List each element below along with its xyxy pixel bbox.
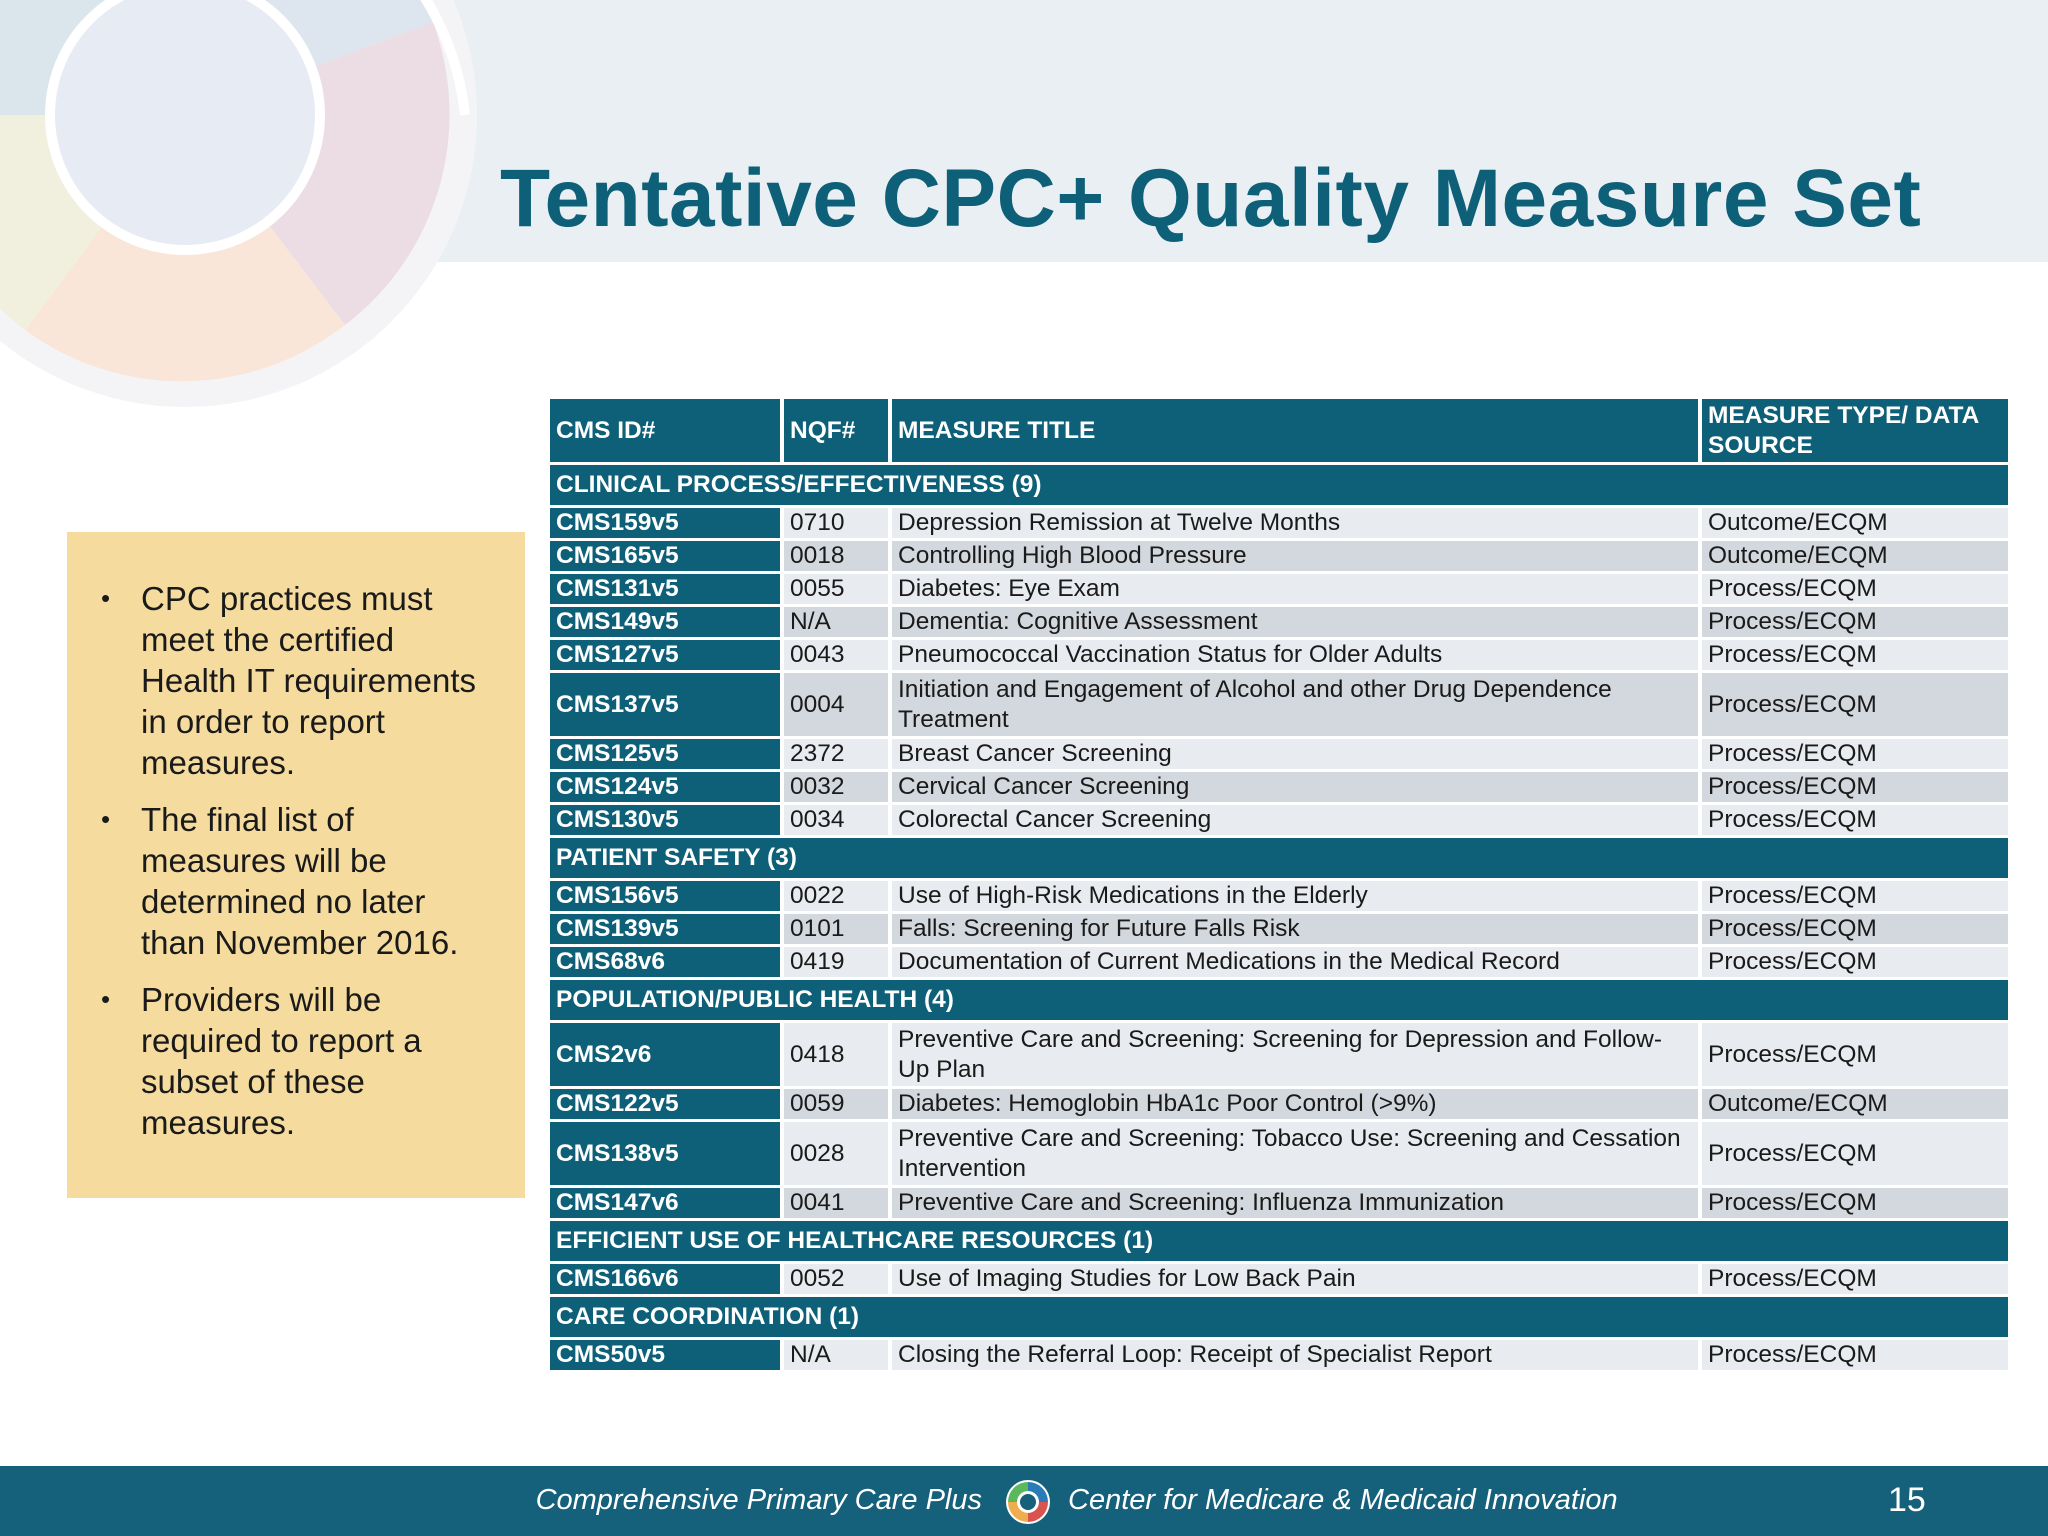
nqf-cell: N/A xyxy=(784,607,892,637)
measure-title-cell: Colorectal Cancer Screening xyxy=(892,805,1702,835)
nqf-cell: 0028 xyxy=(784,1122,892,1185)
nqf-cell: 0034 xyxy=(784,805,892,835)
bullet-item xyxy=(91,578,495,783)
category-label: POPULATION/PUBLIC HEALTH (4) xyxy=(550,980,2008,1020)
table-row xyxy=(550,739,2008,769)
measure-type-cell: Process/ECQM xyxy=(1702,772,2008,802)
table-row xyxy=(550,607,2008,637)
table-body xyxy=(550,465,2008,1370)
cms-id-cell: CMS137v5 xyxy=(550,673,784,736)
cms-id-cell: CMS131v5 xyxy=(550,574,784,604)
measure-title-cell: Pneumococcal Vaccination Status for Older Adults xyxy=(892,640,1702,670)
measure-title-cell: Preventive Care and Screening: Screening for Depression and Follow-Up Plan xyxy=(892,1023,1702,1086)
table-row xyxy=(550,914,2008,944)
bullet-text: The final list of measures will be determined no later than November 2016. xyxy=(141,801,459,961)
nqf-cell: 0101 xyxy=(784,914,892,944)
measure-title-cell: Diabetes: Eye Exam xyxy=(892,574,1702,604)
measure-type-cell: Process/ECQM xyxy=(1702,881,2008,911)
nqf-cell: 0018 xyxy=(784,541,892,571)
measure-title-cell: Preventive Care and Screening: Tobacco Use: Screening and Cessation Intervention xyxy=(892,1122,1702,1185)
table-row xyxy=(550,640,2008,670)
cms-id-cell: CMS124v5 xyxy=(550,772,784,802)
nqf-cell: 0419 xyxy=(784,947,892,977)
cms-id-cell: CMS127v5 xyxy=(550,640,784,670)
bullet-icon: • xyxy=(101,804,111,834)
measure-type-cell: Process/ECQM xyxy=(1702,914,2008,944)
nqf-cell: 0059 xyxy=(784,1089,892,1119)
cms-id-cell: CMS68v6 xyxy=(550,947,784,977)
measure-title-cell: Controlling High Blood Pressure xyxy=(892,541,1702,571)
table-row xyxy=(550,881,2008,911)
table-row xyxy=(550,1264,2008,1294)
measure-title-cell: Use of Imaging Studies for Low Back Pain xyxy=(892,1264,1702,1294)
measure-type-cell: Process/ECQM xyxy=(1702,1340,2008,1370)
bullet-text: Providers will be required to report a subset of these measures. xyxy=(141,981,422,1141)
cms-id-cell: CMS2v6 xyxy=(550,1023,784,1086)
nqf-cell: 0055 xyxy=(784,574,892,604)
cms-id-cell: CMS125v5 xyxy=(550,739,784,769)
cmmi-logo-icon xyxy=(1004,1478,1052,1526)
cms-id-cell: CMS166v6 xyxy=(550,1264,784,1294)
category-label: CARE COORDINATION (1) xyxy=(550,1297,2008,1337)
table-row xyxy=(550,1122,2008,1185)
cms-id-cell: CMS139v5 xyxy=(550,914,784,944)
nqf-cell: 0052 xyxy=(784,1264,892,1294)
table-row xyxy=(550,673,2008,736)
notes-box xyxy=(67,532,525,1198)
header-measure-type: MEASURE TYPE/ DATA SOURCE xyxy=(1702,399,2008,462)
category-row xyxy=(550,1297,2008,1337)
bullet-icon: • xyxy=(101,984,111,1014)
measure-title-cell: Depression Remission at Twelve Months xyxy=(892,508,1702,538)
measure-title-cell: Falls: Screening for Future Falls Risk xyxy=(892,914,1702,944)
measure-type-cell: Process/ECQM xyxy=(1702,1023,2008,1086)
cms-id-cell: CMS149v5 xyxy=(550,607,784,637)
category-label: PATIENT SAFETY (3) xyxy=(550,838,2008,878)
nqf-cell: 0710 xyxy=(784,508,892,538)
cms-id-cell: CMS50v5 xyxy=(550,1340,784,1370)
measure-type-cell: Outcome/ECQM xyxy=(1702,508,2008,538)
measure-title-cell: Initiation and Engagement of Alcohol and other Drug Dependence Treatment xyxy=(892,673,1702,736)
measure-type-cell: Process/ECQM xyxy=(1702,947,2008,977)
nqf-cell: 2372 xyxy=(784,739,892,769)
cms-id-cell: CMS165v5 xyxy=(550,541,784,571)
measure-table xyxy=(550,396,2008,1373)
table-row xyxy=(550,947,2008,977)
category-row xyxy=(550,980,2008,1020)
nqf-cell: 0043 xyxy=(784,640,892,670)
decorative-circle-graphic xyxy=(0,0,480,420)
measure-title-cell: Dementia: Cognitive Assessment xyxy=(892,607,1702,637)
category-row xyxy=(550,838,2008,878)
table-row xyxy=(550,1188,2008,1218)
table-row xyxy=(550,772,2008,802)
cms-id-cell: CMS130v5 xyxy=(550,805,784,835)
measure-type-cell: Process/ECQM xyxy=(1702,574,2008,604)
measure-title-cell: Breast Cancer Screening xyxy=(892,739,1702,769)
measure-title-cell: Closing the Referral Loop: Receipt of Specialist Report xyxy=(892,1340,1702,1370)
nqf-cell: 0032 xyxy=(784,772,892,802)
table-row xyxy=(550,508,2008,538)
nqf-cell: 0004 xyxy=(784,673,892,736)
nqf-cell: N/A xyxy=(784,1340,892,1370)
page-number: 15 xyxy=(1888,1481,1926,1519)
header-measure-title: MEASURE TITLE xyxy=(892,399,1702,462)
cms-id-cell: CMS156v5 xyxy=(550,881,784,911)
table-row xyxy=(550,1089,2008,1119)
measure-type-cell: Process/ECQM xyxy=(1702,1122,2008,1185)
header-cms-id: CMS ID# xyxy=(550,399,784,462)
header-nqf: NQF# xyxy=(784,399,892,462)
nqf-cell: 0022 xyxy=(784,881,892,911)
measure-title-cell: Use of High-Risk Medications in the Elderly xyxy=(892,881,1702,911)
measure-type-cell: Outcome/ECQM xyxy=(1702,1089,2008,1119)
cms-id-cell: CMS147v6 xyxy=(550,1188,784,1218)
cms-id-cell: CMS138v5 xyxy=(550,1122,784,1185)
measure-type-cell: Process/ECQM xyxy=(1702,739,2008,769)
bullet-item xyxy=(91,799,495,963)
nqf-cell: 0418 xyxy=(784,1023,892,1086)
cms-id-cell: CMS159v5 xyxy=(550,508,784,538)
bullet-text: CPC practices must meet the certified Health IT requirements in order to report measures. xyxy=(141,580,477,781)
nqf-cell: 0041 xyxy=(784,1188,892,1218)
measure-type-cell: Process/ECQM xyxy=(1702,1264,2008,1294)
category-label: CLINICAL PROCESS/EFFECTIVENESS (9) xyxy=(550,465,2008,505)
table-row xyxy=(550,1340,2008,1370)
table-header-row xyxy=(550,399,2008,462)
measure-type-cell: Process/ECQM xyxy=(1702,805,2008,835)
category-label: EFFICIENT USE OF HEALTHCARE RESOURCES (1) xyxy=(550,1221,2008,1261)
table-row xyxy=(550,1023,2008,1086)
footer-center-name: Center for Medicare & Medicaid Innovation xyxy=(1068,1484,1618,1516)
table-row xyxy=(550,541,2008,571)
bullet-item xyxy=(91,979,495,1143)
measure-type-cell: Process/ECQM xyxy=(1702,640,2008,670)
cms-id-cell: CMS122v5 xyxy=(550,1089,784,1119)
page-title: Tentative CPC+ Quality Measure Set xyxy=(500,153,1922,244)
category-row xyxy=(550,465,2008,505)
measure-title-cell: Cervical Cancer Screening xyxy=(892,772,1702,802)
bullet-icon: • xyxy=(101,583,111,613)
measure-type-cell: Outcome/ECQM xyxy=(1702,541,2008,571)
table-row xyxy=(550,574,2008,604)
footer xyxy=(0,1466,2048,1536)
table-row xyxy=(550,805,2008,835)
measure-title-cell: Preventive Care and Screening: Influenza Immunization xyxy=(892,1188,1702,1218)
measure-type-cell: Process/ECQM xyxy=(1702,607,2008,637)
measure-title-cell: Diabetes: Hemoglobin HbA1c Poor Control (>9%) xyxy=(892,1089,1702,1119)
measure-title-cell: Documentation of Current Medications in the Medical Record xyxy=(892,947,1702,977)
category-row xyxy=(550,1221,2008,1261)
measure-type-cell: Process/ECQM xyxy=(1702,1188,2008,1218)
measure-type-cell: Process/ECQM xyxy=(1702,673,2008,736)
footer-program-name: Comprehensive Primary Care Plus xyxy=(535,1484,982,1516)
